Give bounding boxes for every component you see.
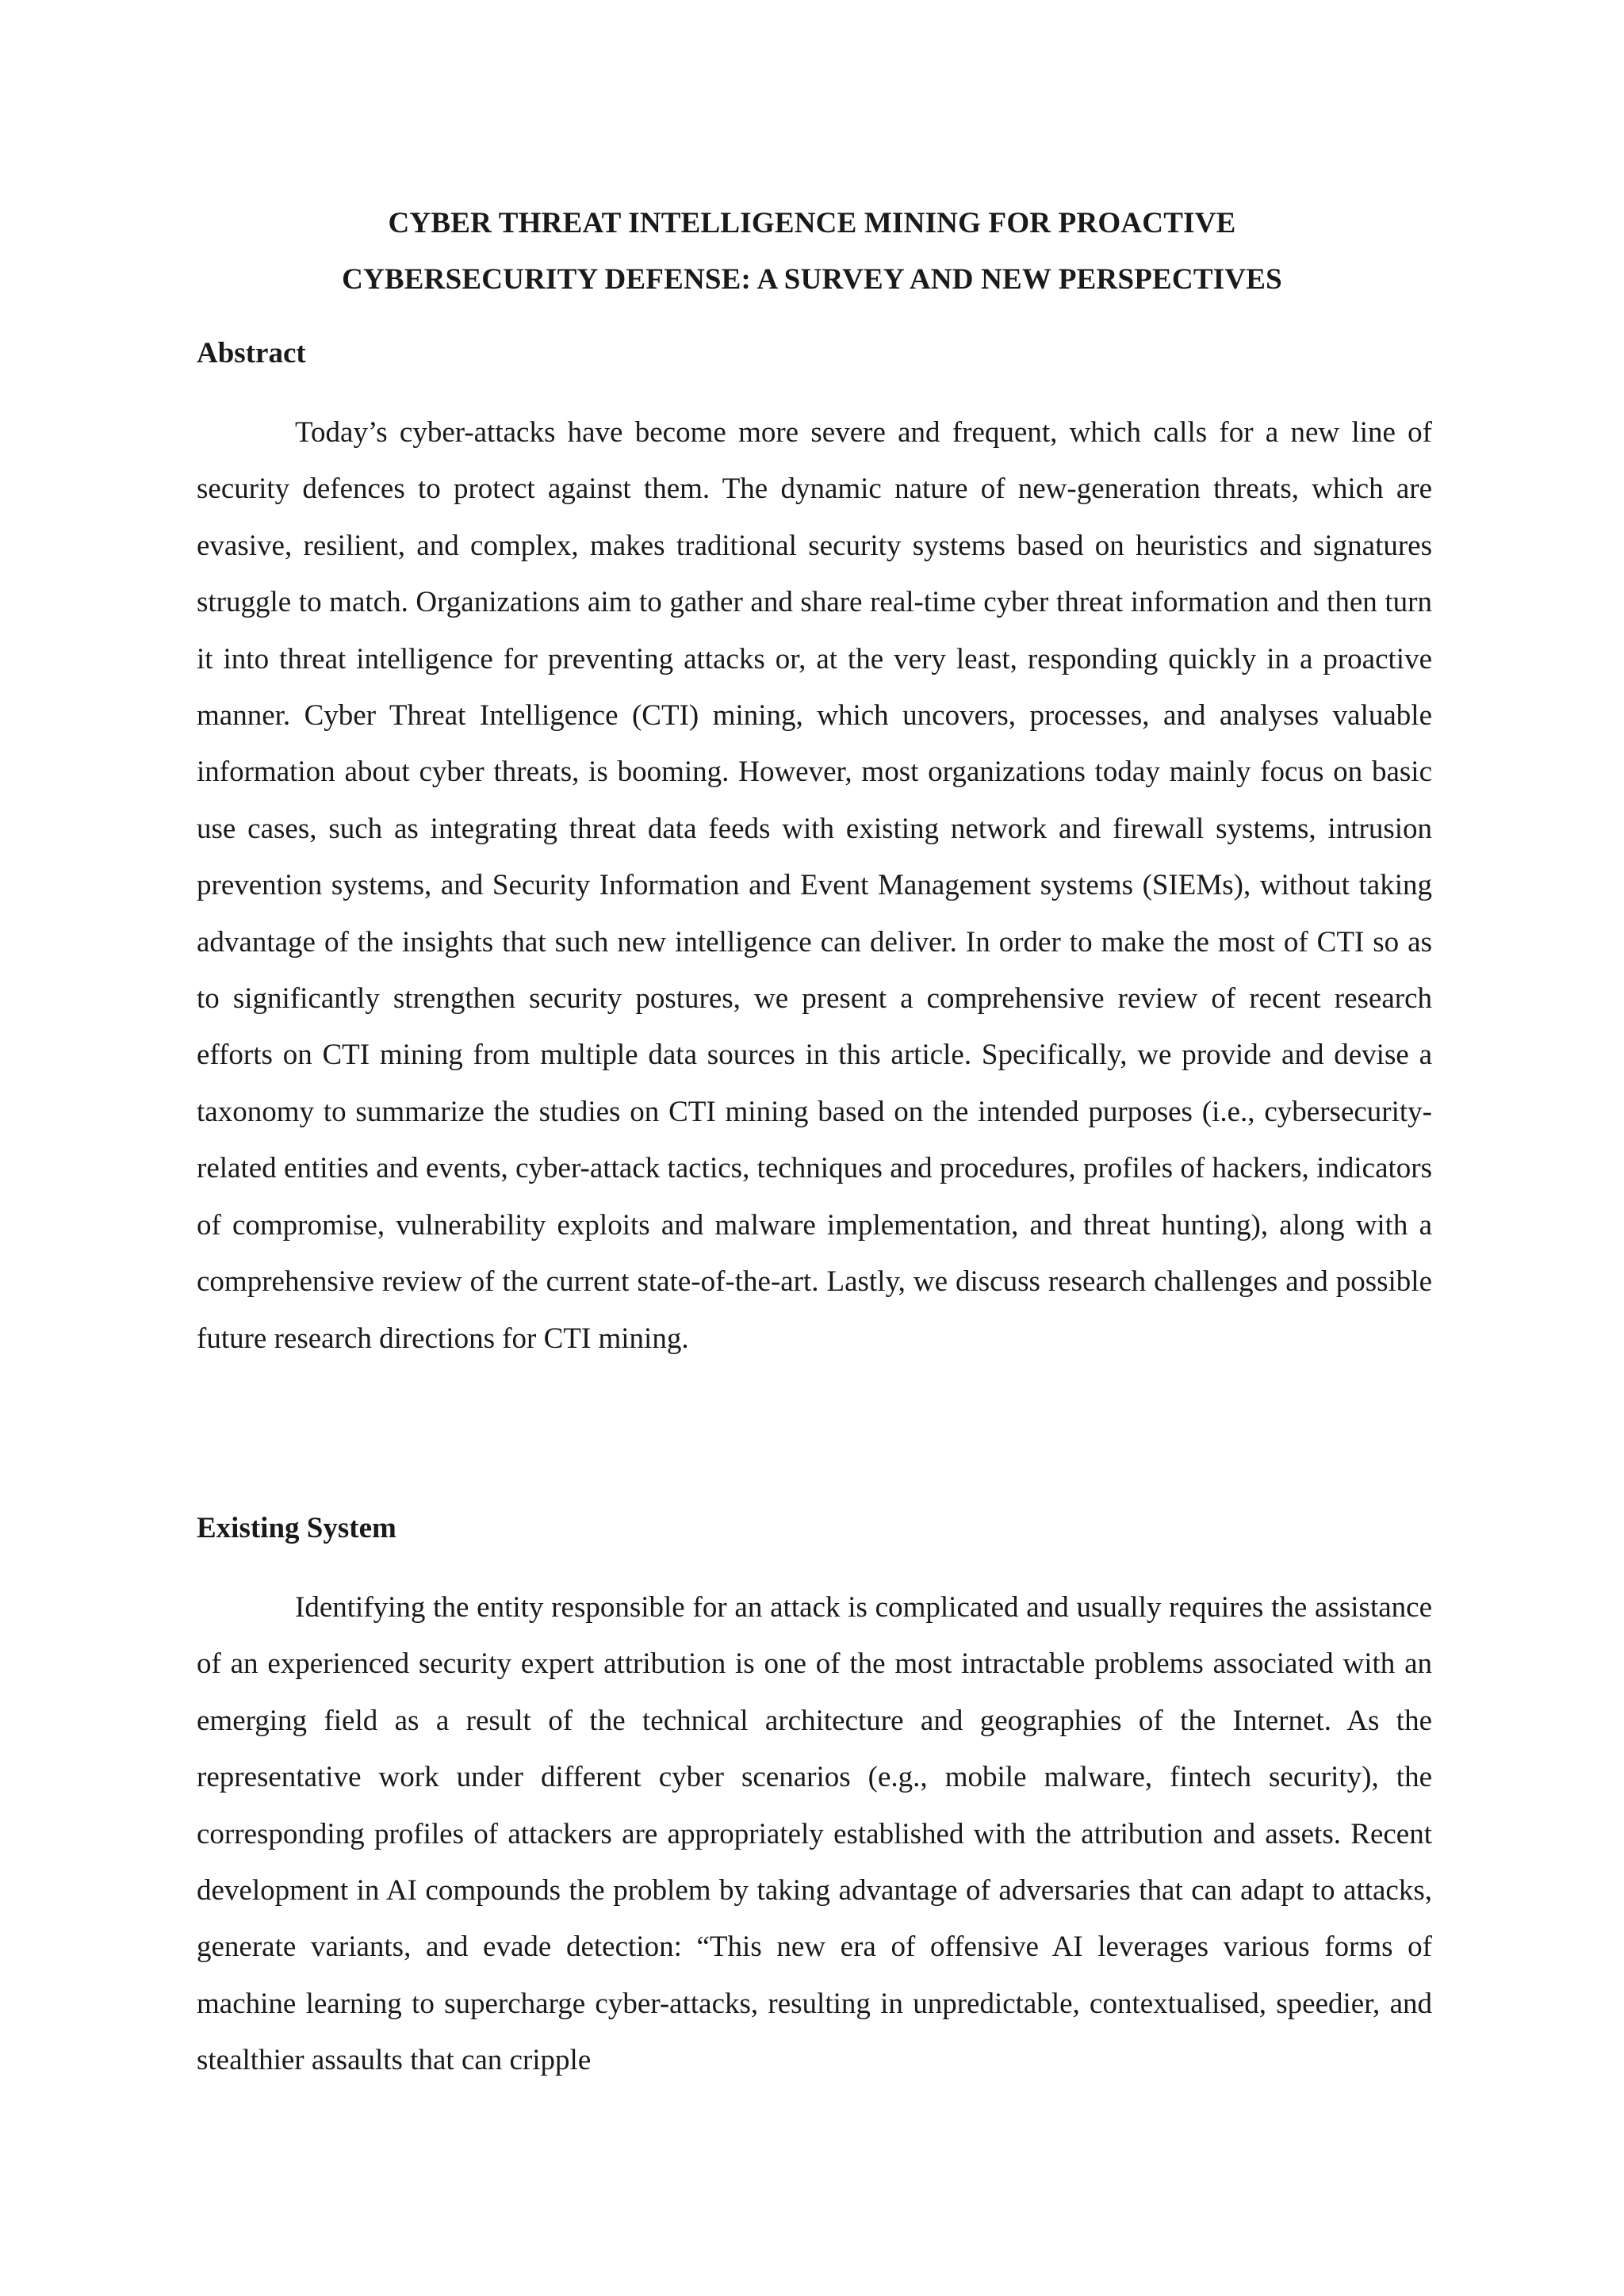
existing-system-heading: Existing System: [197, 1512, 396, 1544]
abstract-heading: Abstract: [197, 337, 306, 369]
abstract-paragraph: Today’s cyber-attacks have become more severe and frequent, which calls for a new line of security defences to protect against them. The dynamic nature of new-generation threats, which are evasive, resilient, and complex, makes traditional security systems based on heuristics and signatures struggle to match. Organizations aim to gather and share real-time cyber threat information and then turn it into threat intelligence for preventing attacks or, at the very least, responding quickly in a proactive manner. Cyber Threat Intelligence (CTI) mining, which uncovers, processes, and analyses valuable information about cyber threats, is booming. However, most organizations today mainly focus on basic use cases, such as integrating threat data feeds with existing network and firewall systems, intrusion prevention systems, and Security Information and Event Management systems (SIEMs), without taking advantage of the insights that such new intelligence can deliver. In order to make the most of CTI so as to significantly strengthen security postures, we present a comprehensive review of recent research efforts on CTI mining from multiple data sources in this article. Specifically, we provide and devise a taxonomy to summarize the studies on CTI mining based on the intended purposes (i.e., cybersecurity-related entities and events, cyber-attack tactics, techniques and procedures, profiles of hackers, indicators of compromise, vulnerability exploits and malware implementation, and threat hunting), along with a comprehensive review of the current state-of-the-art. Lastly, we discuss research challenges and possible future research directions for CTI mining.: [197, 416, 1432, 1355]
document-title: [197, 195, 1427, 308]
existing-system-paragraph: Identifying the entity responsible for an attack is complicated and usually requires the assistance of an experienced security expert attribution is one of the most intractable problems associated with an emerging field as a result of the technical architecture and geographies of the Internet. As the representative work under different cyber scenarios (e.g., mobile malware, fintech security), the corresponding profiles of attackers are appropriately established with the attribution and assets. Recent development in AI compounds the problem by taking advantage of adversaries that can adapt to attacks, generate variants, and evade detection: “This new era of offensive AI leverages various forms of machine learning to supercharge cyber-attacks, resulting in unpredictable, contextualised, speedier, and stealthier assaults that can cripple: [197, 1591, 1432, 2077]
title-line: CYBERSECURITY DEFENSE: A SURVEY AND NEW PERSPECTIVES: [342, 263, 1282, 296]
title-line: CYBER THREAT INTELLIGENCE MINING FOR PROACTIVE: [388, 207, 1236, 239]
